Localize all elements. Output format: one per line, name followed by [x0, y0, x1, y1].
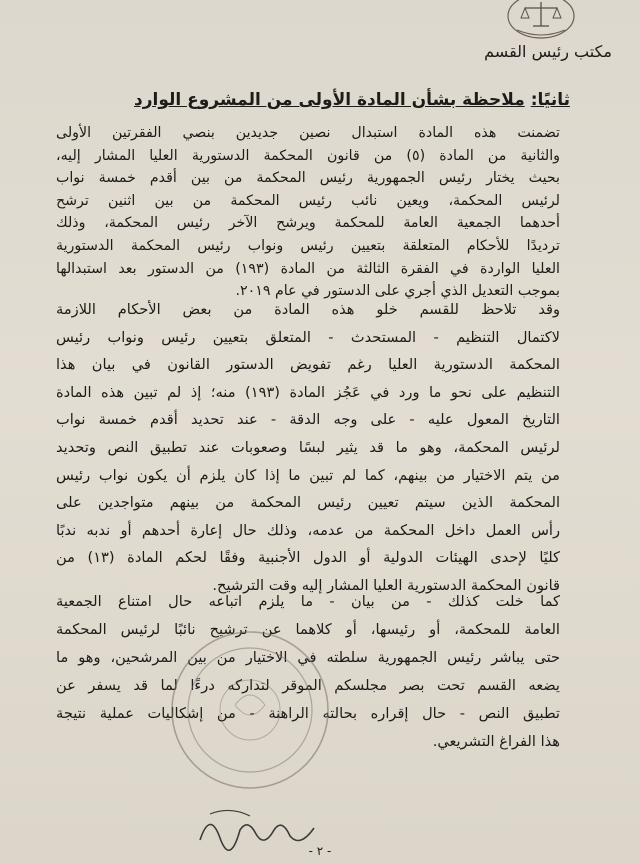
paragraph-line: تضمنت هذه المادة استبدال نصين جديدين بنصي الفقرتين الأولى [56, 125, 560, 141]
paragraph-line: المحكمة الذين سيتم تعيين رئيس المحكمة من بينهم متواجدين على [56, 494, 560, 512]
paragraph-line: التاريخ المعول عليه - على وجه الدقة - عند تحديد أقدم خمسة نواب [56, 411, 560, 429]
official-stamp [150, 625, 350, 795]
paragraph-line: التنظيم على نحو ما ورد في عَجُز المادة (١٩٣) منه؛ إذ لم تبين هذه المادة [56, 383, 561, 401]
paragraph-line: كليًا لإحدى الهيئات الدولية أو الدول الأجنبية وفقًا لحكم المادة (١٣) من [56, 549, 560, 567]
paragraph-line: والثانية من المادة (٥) من قانون المحكمة الدستورية العليا المشار إليه، [56, 147, 560, 164]
office-title: مكتب رئيس القسم [484, 42, 612, 61]
paragraph-line: قانون المحكمة الدستورية العليا المشار إليه وقت الترشيح. [212, 576, 560, 594]
paragraph-line: تطبيق النص - حال إقراره بحالته الراهنة - من إشكاليات عملية نتيجة [56, 705, 560, 722]
page-number: - ٢ - [308, 844, 332, 858]
section-title: ملاحظة بشأن المادة الأولى من المشروع الوارد [134, 90, 525, 110]
paragraph-line: ترديدًا للأحكام المتعلقة بتعيين رئيس ونواب رئيس المحكمة الدستورية [56, 237, 560, 254]
paragraph-line: لرئيس المحكمة، ويعين نائب رئيس المحكمة من بين اثنين ترشح [56, 192, 560, 209]
paragraph-line: حتى يباشر رئيس الجمهورية سلطته في الاختيار من بين المرشحين، وهو ما [56, 649, 560, 666]
section-number: ثانيًا: [530, 90, 570, 110]
paragraph-line: العامة للمحكمة، أو رئيسها، أو كلاهما عن ترشيح نائبًا لرئيس المحكمة [56, 621, 560, 638]
paragraph-line: أحدهما الجمعية العامة للمحكمة ويرشح الآخر رئيس المحكمة، وذلك [56, 215, 560, 232]
paragraph-line: رأس العمل داخل المحكمة من عدمه، وذلك حال إعارة أحدهم أو ندبه ندبًا [56, 521, 560, 539]
paragraph-line: بحيث يختار رئيس الجمهورية رئيس المحكمة من بين أقدم خمسة نواب [56, 170, 560, 187]
paragraph-line: من يتم الاختيار من بينهم، كما لم تبين ما إذا كان يلزم أن يكون نواب رئيس [56, 466, 560, 484]
paragraph-line: لاكتمال التنظيم - المستحدث - المتعلق بتعيين رئيس ونواب رئيس [56, 328, 560, 346]
paragraph-1 [56, 122, 560, 303]
paragraph-line: لرئيس المحكمة، وهو ما قد يثير لبسًا وصعوبات عند تطبيق النص وتحديد [56, 438, 560, 456]
paragraph-line: العليا الواردة في الفقرة الثالثة من المادة (١٩٣) من الدستور بعد استبدالها [56, 260, 560, 277]
section-heading [134, 90, 570, 110]
paragraph-line: يضعه القسم تحت بصر مجلسكم الموقر لتداركه درءًا لما قد يسفر عن [56, 677, 560, 694]
paragraph-line: هذا الفراغ التشريعي. [432, 733, 560, 750]
paragraph-line: المحكمة الدستورية العليا رغم تفويض الدستور القانون في بيان هذا [56, 356, 560, 374]
scales-of-justice-logo [505, 0, 577, 42]
paragraph-line: كما خلت كذلك - من بيان - ما يلزم اتباعه حال امتناع الجمعية [56, 593, 560, 610]
paragraph-line: بموجب التعديل الذي أجري على الدستور في عام ٢٠١٩. [235, 283, 560, 300]
paragraph-2 [56, 296, 560, 600]
paragraph-line: وقد تلاحظ للقسم خلو هذه المادة من بعض الأحكام اللازمة [56, 301, 560, 318]
